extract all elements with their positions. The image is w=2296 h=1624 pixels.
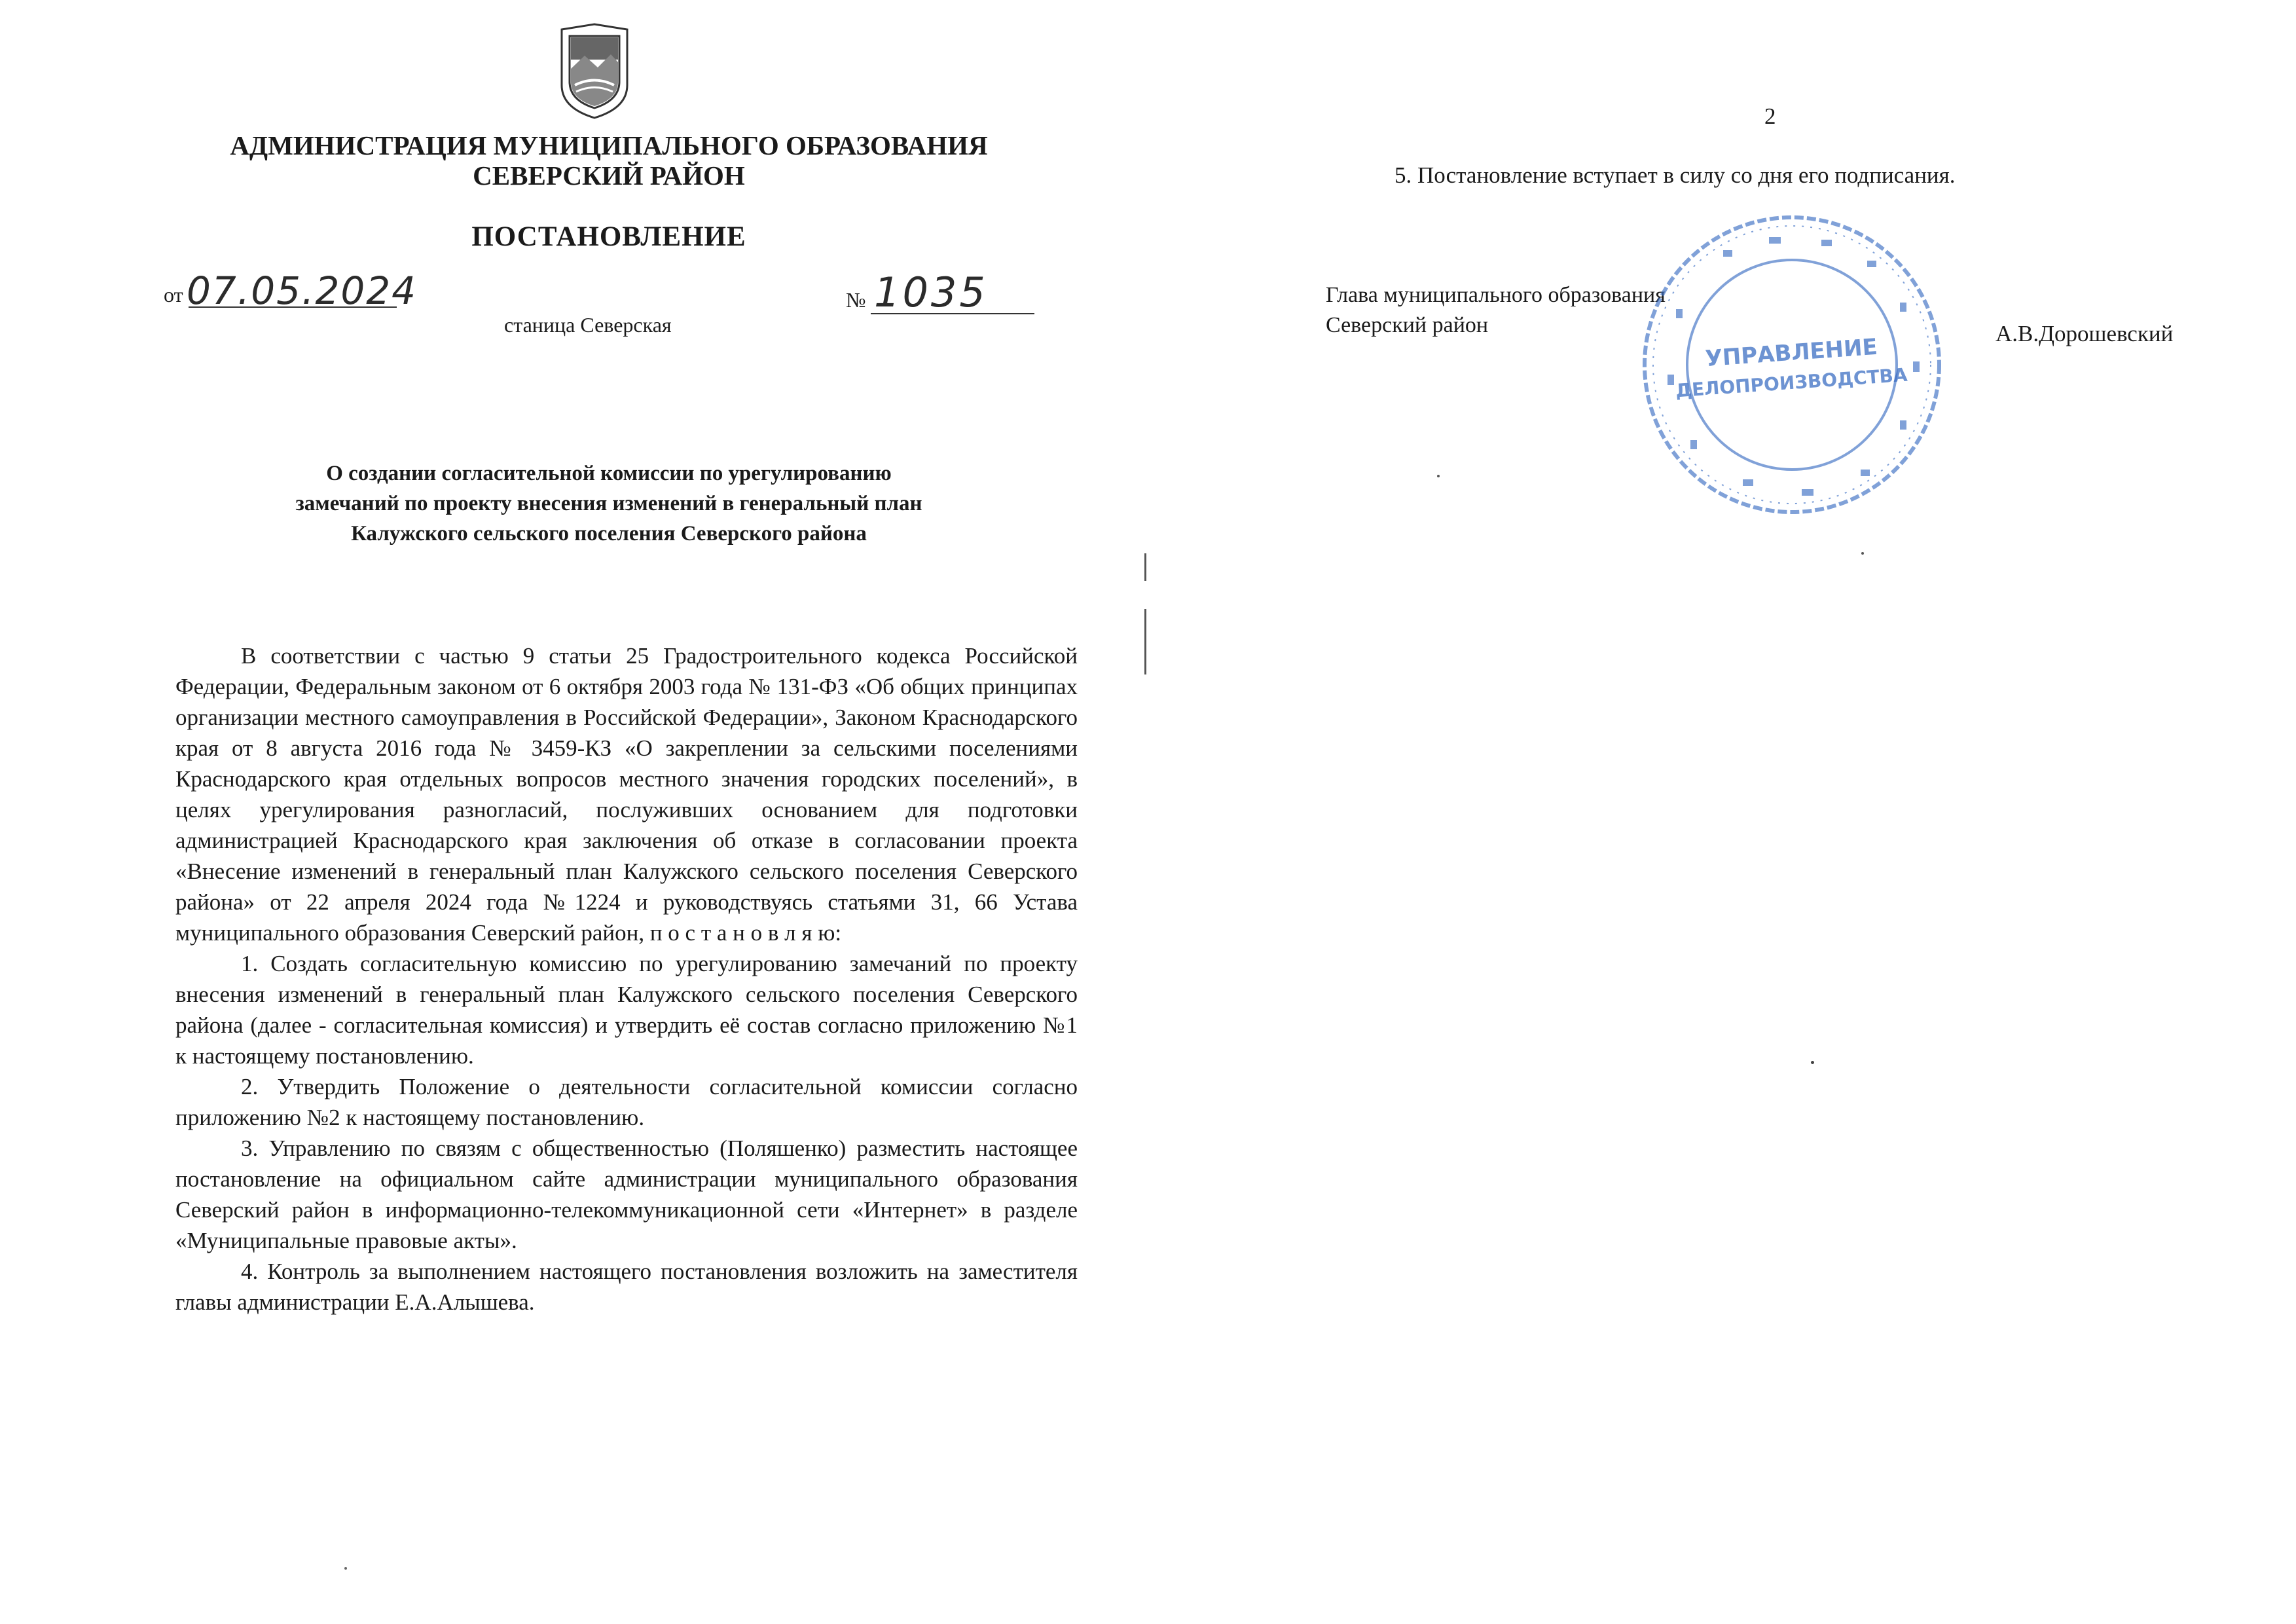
preamble: В соответствии с частью 9 статьи 25 Градостроительного кодекса Российской Федерации, Федеральным законом от 6 октября 2003 года № 131-ФЗ «Об общих принципах организации местного самоуправления в Российской Федерации», Законом Краснодарского края от 8 августа 2016 года № 3459-КЗ «О закреплении за сельскими поселениями Краснодарского края отдельных вопросов местного значения городских поселений», в целях урегулирования разногласий, послуживших основанием для подготовки администрацией Краснодарского края заключения об отказе в согласовании проекта «Внесение изменений в генеральный план Калужского сельского поселения Северского района» от 22 апреля 2024 года №1224 и руководствуясь статьями 31, 66 Устава муниципального образования Северский район, п о с т а н о в л я ю:: [175, 643, 1078, 946]
title-line3: Калужского сельского поселения Северского района: [351, 522, 867, 545]
item-1: 1. Создать согласительную комиссию по урегулированию замечаний по проекту внесения изменений в генеральный план Калужского сельского поселения Северского района (далее - согласительная комиссия) и утвердить её состав согласно приложению №1 к настоящему постановлению.: [175, 951, 1078, 1069]
coat-of-arms-icon: [549, 23, 640, 121]
item-3: 3. Управлению по связям с общественностью (Поляшенко) разместить настоящее постановление на официальном сайте администрации муниципального образования Северский район в информационно-телекоммуникационной сети «Интернет» в разделе «Муниципальные правовые акты».: [175, 1135, 1078, 1253]
place-name: станица Северская: [504, 313, 672, 337]
item-4: 4. Контроль за выполнением настоящего постановления возложить на заместителя главы администрации Е.А.Алышева.: [175, 1259, 1078, 1315]
decree-body: [175, 640, 1078, 1318]
page-number: 2: [1764, 103, 1776, 129]
title-line2: замечаний по проекту внесения изменений в генеральный план: [295, 492, 922, 515]
title-line1: О создании согласительной комиссии по урегулированию: [326, 462, 892, 485]
fold-mark: [1144, 553, 1146, 581]
number-prefix: №: [846, 288, 866, 312]
header-line2: СЕВЕРСКИЙ РАЙОН: [473, 160, 745, 191]
header-line1: АДМИНИСТРАЦИЯ МУНИЦИПАЛЬНОГО ОБРАЗОВАНИЯ: [230, 130, 988, 160]
official-stamp: [1638, 211, 1946, 519]
signature-title: [1326, 280, 1666, 341]
number-underline: [871, 313, 1034, 314]
item-5: 5. Постановление вступает в силу со дня его подписания.: [1394, 162, 1956, 188]
signature-title-line2: Северский район: [1326, 313, 1489, 337]
signature-name: А.В.Дорошевский: [1995, 321, 2174, 346]
date-prefix: от: [164, 283, 183, 306]
scan-speck: [1811, 1061, 1814, 1064]
signature-title-line1: Глава муниципального образования: [1326, 283, 1666, 307]
number-handwritten: 1035: [874, 268, 988, 316]
stamp-text-line2: ДЕЛОПРОИЗВОДСТВА: [1675, 363, 1908, 402]
item-2: 2. Утвердить Положение о деятельности согласительной комиссии согласно приложению №2 к настоящему постановлению.: [175, 1074, 1078, 1130]
date-underline: [189, 306, 397, 308]
fold-mark: [1144, 609, 1146, 674]
scan-speck: [1861, 552, 1864, 555]
date-handwritten: 07.05.2024: [187, 268, 418, 313]
stamp-text-line1: УПРАВЛЕНИЕ: [1704, 333, 1879, 373]
scan-speck: [344, 1567, 347, 1570]
scan-speck: [1437, 475, 1440, 477]
decree-type: ПОСТАНОВЛЕНИЕ: [471, 221, 746, 252]
